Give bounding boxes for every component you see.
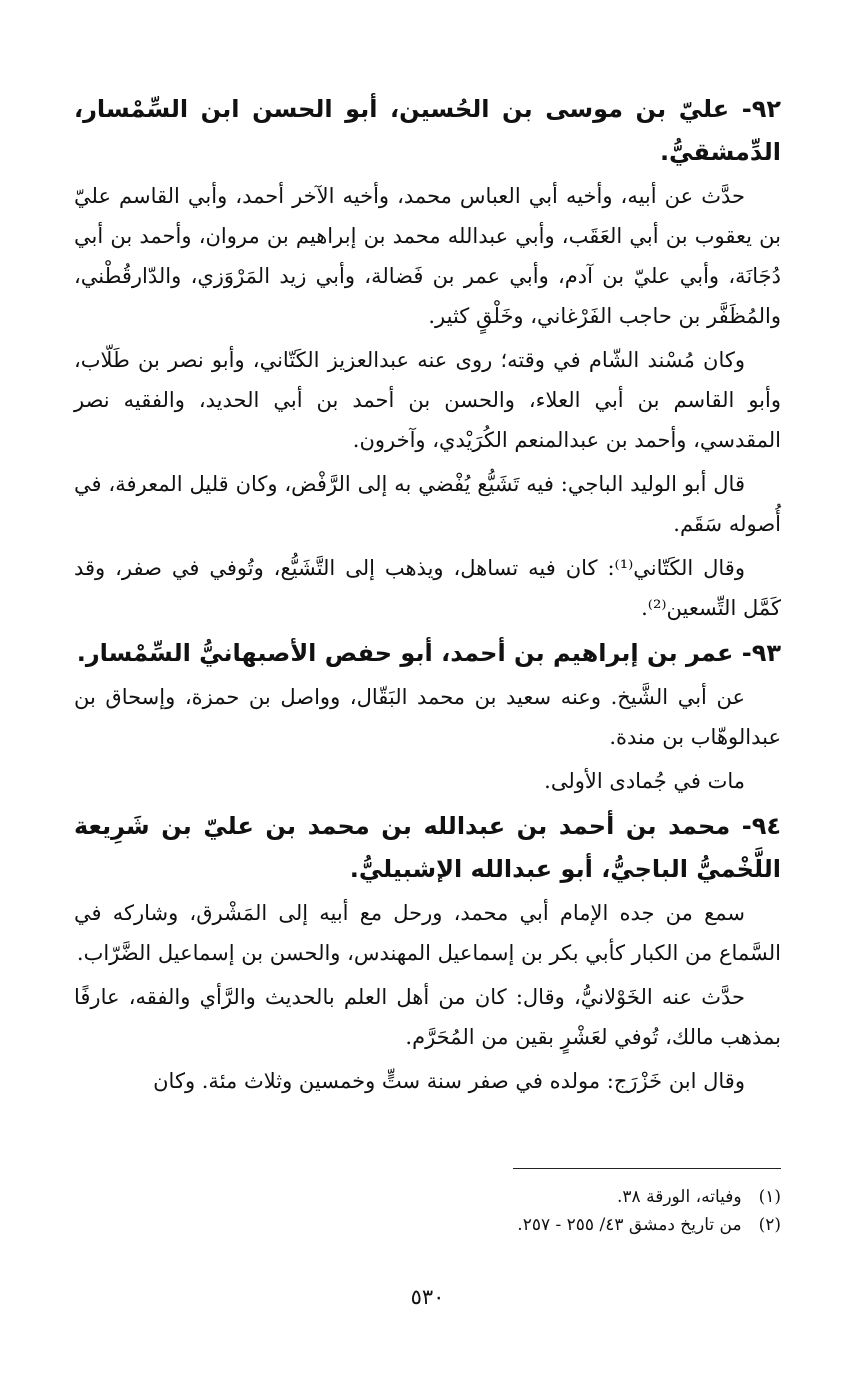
main-text	[74, 88, 781, 1105]
entry-paragraph: قال أبو الوليد الباجي: فيه تَشَيُّع يُفْضي به إلى الرَّفْض، وكان قليل المعرفة، في أُصوله سَقَم.	[74, 472, 781, 536]
entry-title: ٩٣- عمر بن إبراهيم بن أحمد، أبو حفص الأصبهانيُّ السِّمْسار.	[76, 639, 781, 667]
page-number: ٥٣٠	[410, 1285, 445, 1309]
biography-entry-93	[74, 632, 781, 801]
entry-paragraph: وقال الكَتّاني⁽¹⁾: كان فيه تساهل، ويذهب إلى التَّشَيُّع، وتُوفي في صفر، وقد كَمَّل التِّسعين⁽²⁾.	[74, 556, 781, 620]
entry-paragraph: حدَّث عنه الخَوْلانيُّ، وقال: كان من أهل العلم بالحديث والرَّأي والفقه، عارفًا بمذهب مالك، تُوفي لعَشْرٍ بقين من المُحَرَّم.	[74, 985, 781, 1049]
entry-paragraph: وقال ابن خَزْرَج: مولده في صفر سنة ستٍّ وخمسين وثلاث مئة. وكان	[153, 1069, 745, 1093]
footnote-number: (١)	[758, 1187, 781, 1207]
entry-title: ٩٤- محمد بن أحمد بن عبدالله بن محمد بن عليّ بن شَرِيعة اللَّخْميُّ الباجيُّ، أبو عبدالله الإشبيليُّ.	[74, 812, 781, 883]
entry-title: ٩٢- عليّ بن موسى بن الحُسين، أبو الحسن ابن السِّمْسار، الدِّمشقيُّ.	[74, 95, 781, 166]
footnotes	[74, 1168, 781, 1239]
biography-entry-94	[74, 805, 781, 1101]
footnote	[74, 1183, 781, 1211]
footnote-divider	[513, 1168, 781, 1169]
footnote-text: وفياته، الورقة ٣٨.	[617, 1187, 742, 1207]
footnote-text: من تاريخ دمشق ٤٣/ ٢٥٥ - ٢٥٧.	[517, 1215, 742, 1235]
footnote-number: (٢)	[758, 1215, 781, 1235]
footnote	[74, 1211, 781, 1239]
entry-paragraph: حدَّث عن أبيه، وأخيه أبي العباس محمد، وأخيه الآخر أحمد، وأبي القاسم عليّ بن يعقوب بن أبي العَقَب، وأبي عبدالله محمد بن إبراهيم بن مروان، وأحمد بن أبي دُجَانَة، وأبي عليّ بن آدم، وأبي عمر بن فَضالة، وأبي زيد المَرْوَزي، والدّارقُطْني، والمُظَفَّر بن حاجب الفَرْغاني، وخَلْقٍ كثير.	[74, 184, 781, 328]
entry-paragraph: وكان مُسْند الشّام في وقته؛ روى عنه عبدالعزيز الكَتّاني، وأبو نصر بن طَلّاب، وأبو القاسم بن أبي العلاء، والحسن بن أحمد بن أبي الحديد، والفقيه نصر المقدسي، وأحمد بن عبدالمنعم الكُرَيْدي، وآخرون.	[74, 348, 781, 452]
entry-paragraph: عن أبي الشَّيخ. وعنه سعيد بن محمد البَقّال، وواصل بن حمزة، وإسحاق بن عبدالوهّاب بن مندة.	[74, 685, 781, 749]
biography-entry-92	[74, 88, 781, 628]
entry-paragraph: مات في جُمادى الأولى.	[544, 769, 745, 793]
entry-paragraph: سمع من جده الإمام أبي محمد، ورحل مع أبيه إلى المَشْرق، وشاركه في السَّماع من الكبار كأبي بكر بن إسماعيل المهندس، والحسن بن إسماعيل الضَّرّاب.	[74, 901, 781, 965]
